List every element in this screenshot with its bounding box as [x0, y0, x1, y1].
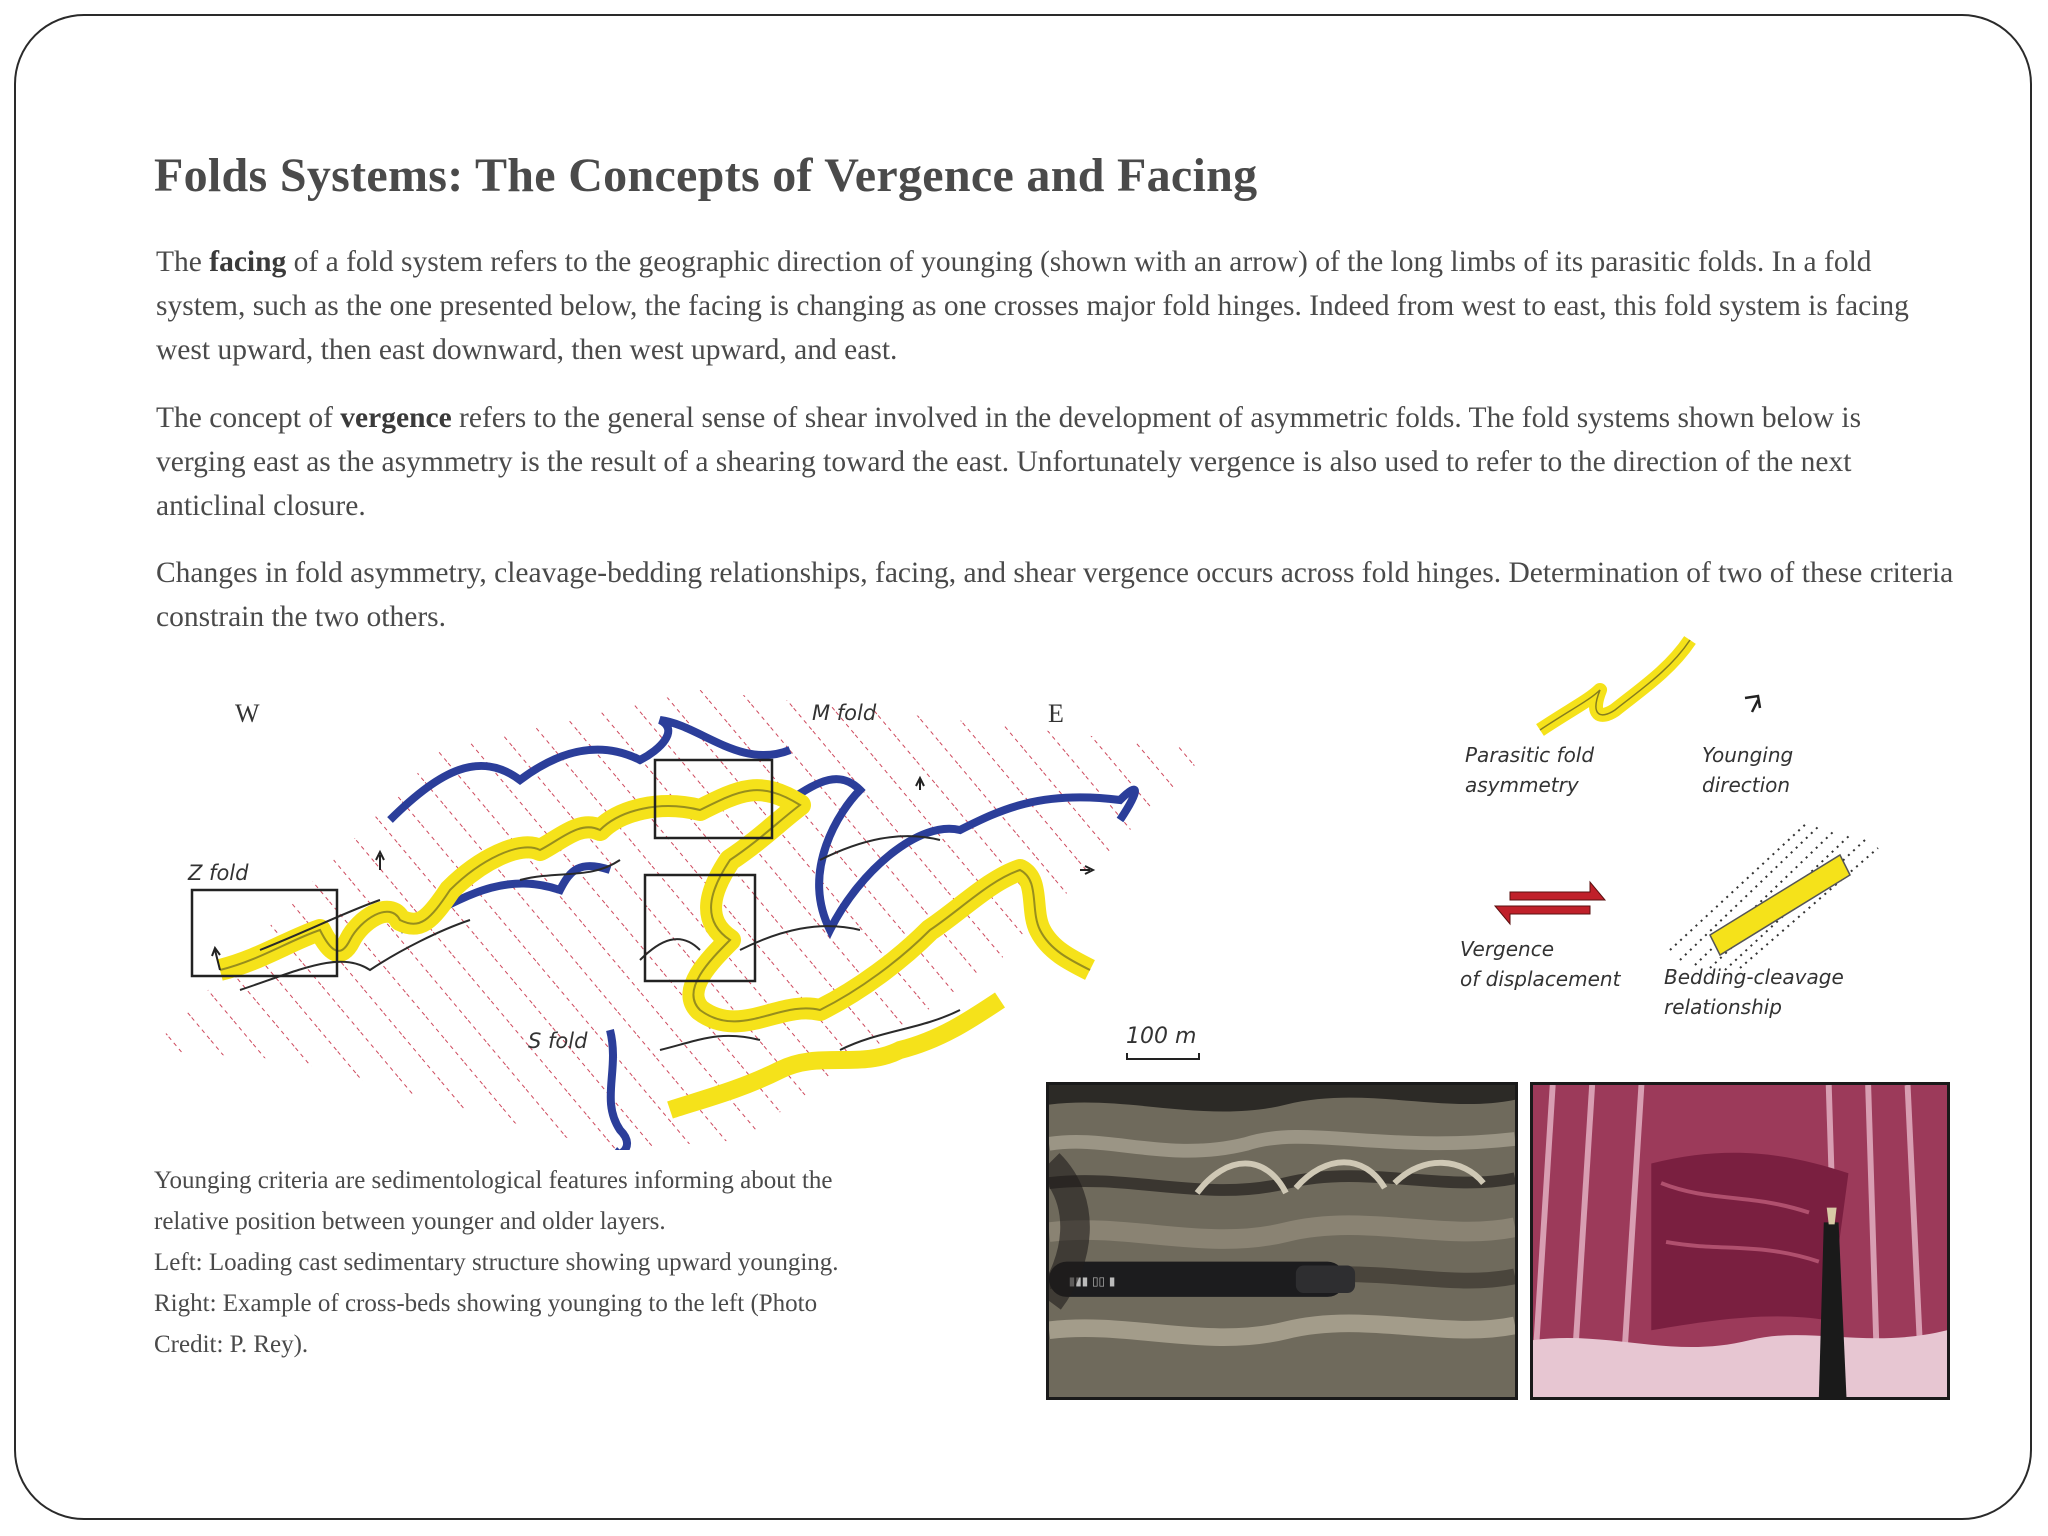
legend-bedding-line2: relationship [1664, 995, 1782, 1019]
parasitic-fold-symbol [1540, 640, 1690, 730]
fold-system-diagram [140, 630, 1260, 1150]
caption-line-3: Left: Loading cast sedimentary structure showing upward younging. [154, 1249, 839, 1276]
svg-text:▮▮▮ ▯▯ ▮: ▮▮▮ ▯▯ ▮ [1068, 1274, 1116, 1289]
label-s-fold: S fold [528, 1029, 588, 1053]
caption-line-2: relative position between younger and older layers. [154, 1208, 666, 1235]
vergence-paragraph: The concept of vergence refers to the general sense of shear involved in the development of asymmetric folds. The fold systems shown below is verging east as the asymmetry is the result of a shearing toward the east. Unfortunately vergence is also used to refer to the direction of the next anticlinal closure. [156, 402, 1862, 522]
criteria-paragraph: Changes in fold asymmetry, cleavage-bedding relationships, facing, and shear vergence occurs across fold hinges. Determination of two of these criteria constrain the two others. [156, 557, 1954, 633]
label-w: W [235, 699, 260, 728]
scale-label: 100 m [1126, 1024, 1197, 1049]
legend-vergence-line2: of displacement [1460, 967, 1621, 991]
facing-paragraph: The facing of a fold system refers to the geographic direction of younging (shown with an arrow) of the long limbs of its parasitic folds. In a fold system, such as the one presented below, the facing is changing as one crosses major fold hinges. Indeed from west to east, this fold system is facing west upward, then east downward, then west upward, and east. [156, 246, 1909, 366]
photo-caption [154, 1160, 1034, 1365]
vergence-arrows-symbol [1495, 882, 1605, 924]
page-title: Folds Systems: The Concepts of Vergence and Facing [154, 149, 1258, 202]
legend-vergence-line1: Vergence [1460, 937, 1555, 961]
scale-line [1126, 1053, 1200, 1060]
scale-bar [1126, 1024, 1206, 1074]
legend-younging-line1: Younging [1702, 743, 1794, 767]
legend-parasitic-line2: asymmetry [1465, 773, 1579, 797]
caption-line-5: Credit: P. Rey). [154, 1331, 309, 1358]
bedding-cleavage-symbol [1670, 820, 1880, 970]
younging-arrow-symbol [1745, 696, 1760, 712]
legend-bedding-line1: Bedding-cleavage [1664, 965, 1844, 989]
caption-line-1: Younging criteria are sedimentological features informing about the [154, 1167, 833, 1194]
cross-beds-photo [1530, 1082, 1950, 1400]
label-e: E [1048, 699, 1064, 728]
label-m-fold: M fold [812, 701, 877, 725]
label-z-fold: Z fold [188, 861, 249, 885]
caption-line-4: Right: Example of cross-beds showing younging to the left (Photo [154, 1290, 818, 1317]
legend-parasitic-line1: Parasitic fold [1465, 743, 1595, 767]
legend-younging-line2: direction [1702, 773, 1791, 797]
diagram-legend [1440, 620, 1920, 1060]
loading-cast-photo [1046, 1082, 1518, 1400]
